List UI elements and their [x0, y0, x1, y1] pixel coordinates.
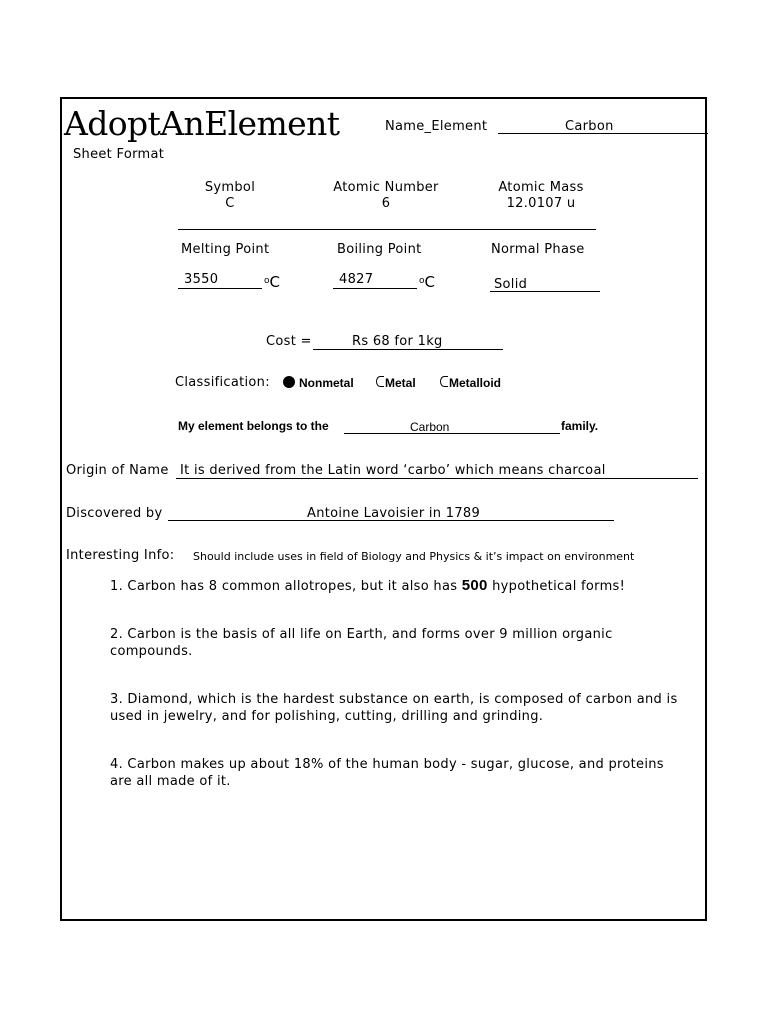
melting-underline — [178, 288, 262, 289]
discovered-value[interactable]: Antoine Lavoisier in 1789 — [307, 506, 481, 521]
origin-underline — [176, 478, 698, 479]
radio-empty-icon — [376, 376, 384, 387]
atomic-number-value[interactable]: 6 — [381, 196, 391, 211]
cost-value[interactable]: Rs 68 for 1kg — [352, 334, 443, 349]
atomic-number-label: Atomic Number — [333, 180, 439, 195]
melting-point-label: Melting Point — [181, 242, 270, 257]
boiling-point-value[interactable]: 4827 — [339, 272, 374, 287]
classification-option-nonmetal[interactable]: Nonmetal — [283, 376, 354, 390]
fact-item-4: 4. Carbon makes up about 18% of the human body - sugar, glucose, and proteins are all made of it. — [110, 757, 664, 789]
divider-line — [178, 229, 596, 230]
atomic-mass-label: Atomic Mass — [498, 180, 584, 195]
cost-underline — [313, 349, 503, 350]
boiling-underline — [333, 288, 417, 289]
symbol-label: Symbol — [204, 180, 256, 195]
family-prefix: My element belongs to the — [178, 419, 329, 433]
classification-label: Classification: — [175, 375, 270, 390]
origin-value[interactable]: It is derived from the Latin word ‘carbo’ which means charcoal — [180, 463, 606, 478]
atomic-mass-value[interactable]: 12.0107 u — [506, 196, 576, 211]
sheet-title: AdoptAnElement — [64, 104, 340, 143]
fact-item-1: 1. Carbon has 8 common allotropes, but it also has 500 hypothetical forms! — [110, 577, 626, 594]
discovered-label: Discovered by — [66, 506, 163, 521]
symbol-value[interactable]: C — [225, 196, 235, 211]
interesting-info-note: Should include uses in field of Biology and Physics & it’s impact on environment — [193, 550, 635, 563]
classification-option-metal[interactable]: Metal — [376, 376, 416, 390]
radio-empty-icon — [440, 376, 448, 387]
normal-phase-label: Normal Phase — [491, 242, 585, 257]
origin-label: Origin of Name — [66, 463, 169, 478]
classification-option-metalloid[interactable]: Metalloid — [440, 376, 501, 390]
melting-point-value[interactable]: 3550 — [184, 272, 219, 287]
name-element-label: Name_Element — [385, 119, 488, 134]
boiling-point-label: Boiling Point — [337, 242, 422, 257]
normal-phase-value[interactable]: Solid — [494, 277, 528, 292]
cost-label: Cost = — [266, 334, 312, 349]
melting-unit: $^o$C — [264, 273, 280, 291]
fact-item-3: 3. Diamond, which is the hardest substance on earth, is composed of carbon and is used in jewelry, and for polishing, cutting, drilling and grinding. — [110, 692, 678, 724]
family-suffix: family. — [561, 419, 599, 433]
boiling-unit: $^o$C — [419, 273, 435, 291]
name-element-value[interactable]: Carbon — [565, 119, 614, 134]
interesting-info-label: Interesting Info: — [66, 548, 175, 563]
family-underline — [344, 433, 560, 434]
radio-filled-icon — [283, 376, 295, 388]
sheet-subtitle: Sheet Format — [73, 147, 165, 162]
family-value[interactable]: Carbon — [410, 420, 450, 434]
fact-item-2: 2. Carbon is the basis of all life on Earth, and forms over 9 million organic compounds. — [110, 627, 613, 659]
